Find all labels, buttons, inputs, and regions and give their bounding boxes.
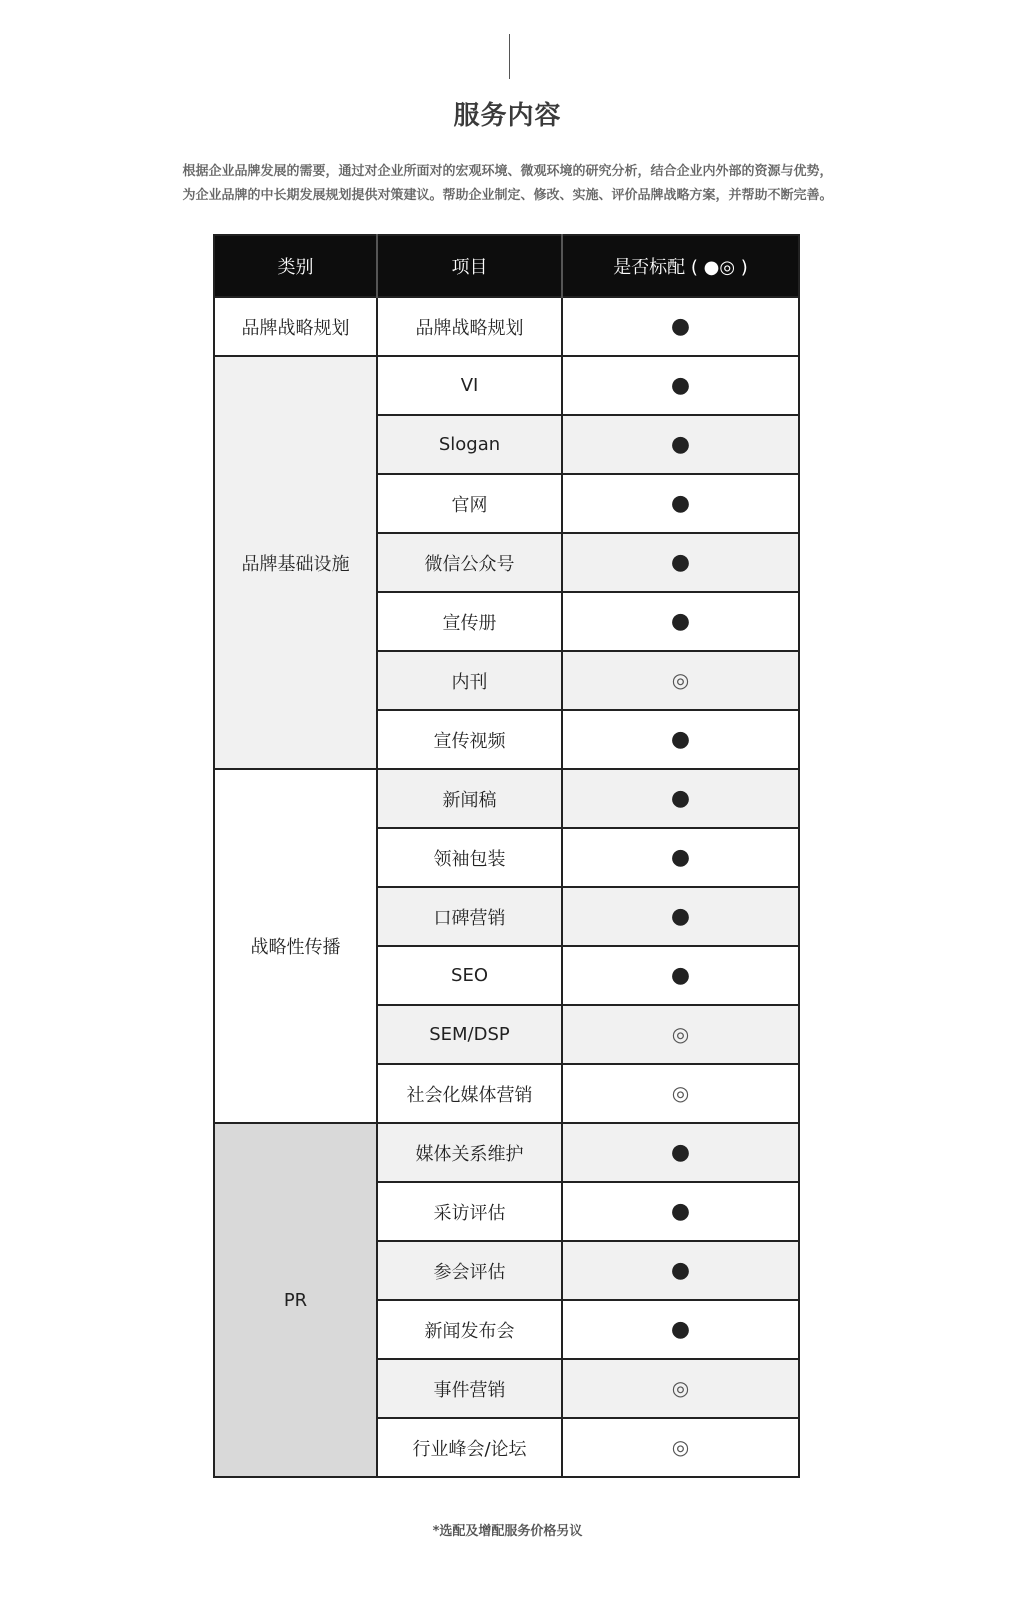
footnote: *选配及增配服务价格另议 (432, 1524, 583, 1539)
item-cell: 微信公众号 (377, 533, 562, 592)
item-cell: 宣传册 (377, 592, 562, 651)
standard-mark-cell (562, 651, 799, 710)
standard-mark-cell (562, 1123, 799, 1182)
filled-circle-icon: ● (670, 490, 691, 516)
page-title: 服务内容 (453, 101, 562, 131)
double-circle-icon: ◎ (671, 667, 690, 692)
item-cell: 参会评估 (377, 1241, 562, 1300)
table-row (214, 297, 799, 356)
item-cell: 行业峰会/论坛 (377, 1418, 562, 1477)
standard-mark-cell (562, 415, 799, 474)
filled-circle-icon: ● (670, 844, 691, 870)
standard-mark-cell (562, 1359, 799, 1418)
standard-mark-cell (562, 946, 799, 1005)
filled-circle-icon: ● (670, 962, 691, 988)
item-cell: 官网 (377, 474, 562, 533)
standard-mark-cell (562, 533, 799, 592)
category-cell: 战略性传播 (214, 769, 377, 1123)
item-cell: SEM/DSP (377, 1005, 562, 1064)
standard-mark-cell (562, 297, 799, 356)
item-cell: 事件营销 (377, 1359, 562, 1418)
filled-circle-icon: ● (670, 1198, 691, 1224)
item-cell: 品牌战略规划 (377, 297, 562, 356)
item-cell: SEO (377, 946, 562, 1005)
standard-mark-cell (562, 1005, 799, 1064)
item-cell: Slogan (377, 415, 562, 474)
header-item: 项目 (377, 235, 562, 297)
filled-circle-icon: ● (670, 1316, 691, 1342)
intro-line: 为企业品牌的中长期发展规划提供对策建议。帮助企业制定、修改、实施、评价品牌战略方案，并帮助不断完善。 (182, 188, 833, 203)
double-circle-icon: ◎ (671, 1434, 690, 1459)
standard-mark-cell (562, 1182, 799, 1241)
table-body (214, 297, 799, 1477)
item-cell: 口碑营销 (377, 887, 562, 946)
double-circle-icon: ◎ (671, 1021, 690, 1046)
item-cell: 社会化媒体营销 (377, 1064, 562, 1123)
item-cell: 新闻稿 (377, 769, 562, 828)
table-header-row (214, 235, 799, 297)
filled-circle-icon: ● (670, 726, 691, 752)
service-table (213, 234, 800, 1478)
item-cell: VI (377, 356, 562, 415)
item-cell: 领袖包装 (377, 828, 562, 887)
top-divider-line (509, 34, 510, 79)
standard-mark-cell (562, 1241, 799, 1300)
filled-circle-icon: ● (670, 431, 691, 457)
filled-circle-icon: ● (670, 785, 691, 811)
category-cell: PR (214, 1123, 377, 1477)
double-circle-icon: ◎ (671, 1375, 690, 1400)
item-cell: 宣传视频 (377, 710, 562, 769)
filled-circle-icon: ● (670, 549, 691, 575)
category-cell: 品牌基础设施 (214, 356, 377, 769)
filled-circle-icon: ● (670, 903, 691, 929)
filled-circle-icon: ● (670, 1257, 691, 1283)
standard-mark-cell (562, 828, 799, 887)
double-circle-icon: ◎ (671, 1080, 690, 1105)
item-cell: 采访评估 (377, 1182, 562, 1241)
standard-mark-cell (562, 710, 799, 769)
item-cell: 媒体关系维护 (377, 1123, 562, 1182)
intro-line: 根据企业品牌发展的需要，通过对企业所面对的宏观环境、微观环境的研究分析，结合企业内外部的资源与优势， (182, 164, 833, 179)
standard-mark-cell (562, 887, 799, 946)
standard-mark-cell (562, 1300, 799, 1359)
standard-mark-cell (562, 474, 799, 533)
filled-circle-icon: ● (670, 608, 691, 634)
standard-mark-cell (562, 592, 799, 651)
table-row (214, 356, 799, 415)
intro-paragraph (0, 160, 1015, 208)
standard-mark-cell (562, 356, 799, 415)
item-cell: 内刊 (377, 651, 562, 710)
table-row (214, 1123, 799, 1182)
filled-circle-icon: ● (670, 313, 691, 339)
header-standard: 是否标配 ( ●◎ ) (562, 235, 799, 297)
standard-mark-cell (562, 1064, 799, 1123)
standard-mark-cell (562, 1418, 799, 1477)
filled-circle-icon: ● (670, 1139, 691, 1165)
item-cell: 新闻发布会 (377, 1300, 562, 1359)
filled-circle-icon: ● (670, 372, 691, 398)
category-cell: 品牌战略规划 (214, 297, 377, 356)
standard-mark-cell (562, 769, 799, 828)
table-row (214, 769, 799, 828)
header-category: 类别 (214, 235, 377, 297)
